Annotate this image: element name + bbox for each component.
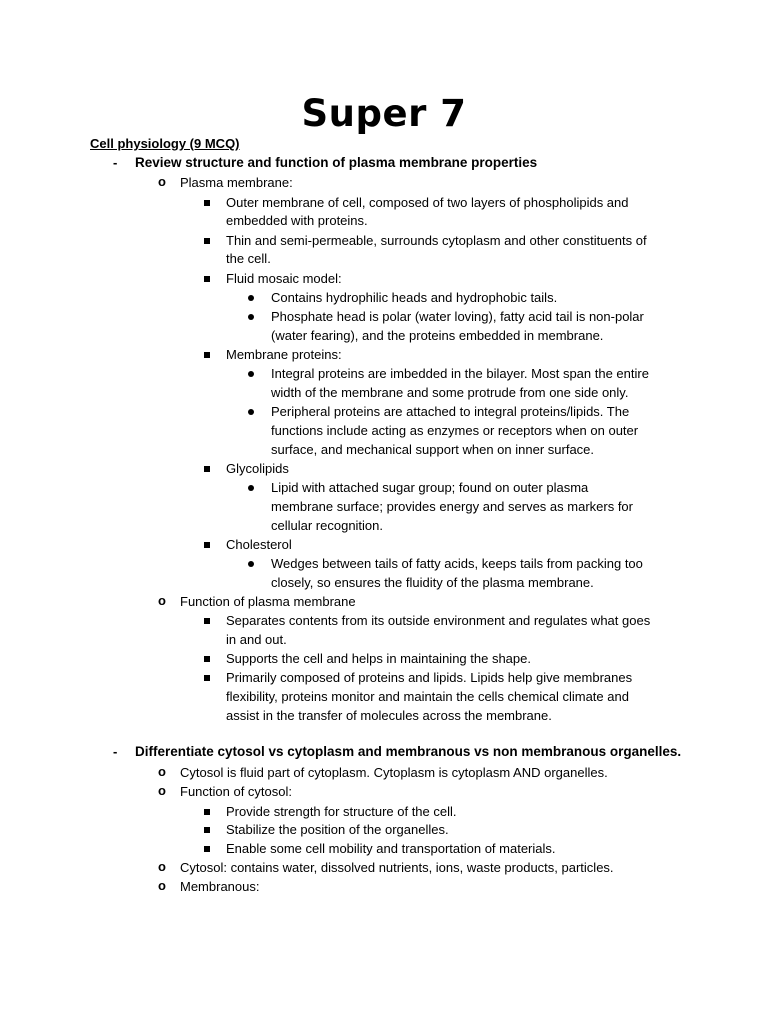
square-bullet-icon bbox=[204, 466, 210, 472]
list-item: Wedges between tails of fatty acids, keeps tails from packing too bbox=[271, 556, 643, 571]
list-item: Cytosol is fluid part of cytoplasm. Cytoplasm is cytoplasm AND organelles. bbox=[180, 765, 608, 780]
list-item: Separates contents from its outside environment and regulates what goes bbox=[226, 613, 651, 628]
list-item: Provide strength for structure of the cell. bbox=[226, 804, 457, 819]
topic-heading: Differentiate cytosol vs cytoplasm and membranous vs non membranous organelles. bbox=[135, 744, 682, 759]
square-bullet-icon bbox=[204, 618, 210, 624]
list-item: Plasma membrane: bbox=[180, 175, 293, 190]
square-bullet-icon bbox=[204, 846, 210, 852]
list-item: Contains hydrophilic heads and hydrophobic tails. bbox=[271, 290, 558, 305]
circle-bullet: o bbox=[158, 174, 166, 189]
list-item: Stabilize the position of the organelles. bbox=[226, 822, 449, 837]
circle-bullet: o bbox=[158, 783, 166, 798]
list-item: Supports the cell and helps in maintaining the shape. bbox=[226, 651, 531, 666]
list-item-continuation: embedded with proteins. bbox=[226, 213, 368, 228]
circle-bullet: o bbox=[158, 859, 166, 874]
list-item: Glycolipids bbox=[226, 461, 289, 476]
list-item: Enable some cell mobility and transportation of materials. bbox=[226, 841, 556, 856]
list-item: Fluid mosaic model: bbox=[226, 271, 342, 286]
list-item: Function of cytosol: bbox=[180, 784, 292, 799]
square-bullet-icon bbox=[204, 809, 210, 815]
square-bullet-icon bbox=[204, 352, 210, 358]
square-bullet-icon bbox=[204, 542, 210, 548]
list-item-continuation: cellular recognition. bbox=[271, 518, 384, 533]
round-bullet-icon bbox=[248, 485, 254, 491]
circle-bullet: o bbox=[158, 593, 166, 608]
square-bullet-icon bbox=[204, 675, 210, 681]
round-bullet-icon bbox=[248, 409, 254, 415]
square-bullet-icon bbox=[204, 276, 210, 282]
square-bullet-icon bbox=[204, 827, 210, 833]
list-item-continuation: (water fearing), and the proteins embedded in membrane. bbox=[271, 328, 604, 343]
list-item: Cytosol: contains water, dissolved nutrients, ions, waste products, particles. bbox=[180, 860, 614, 875]
list-item: Thin and semi-permeable, surrounds cytoplasm and other constituents of bbox=[226, 233, 647, 248]
topic-heading: Review structure and function of plasma membrane properties bbox=[135, 155, 538, 170]
round-bullet-icon bbox=[248, 295, 254, 301]
list-item-continuation: the cell. bbox=[226, 251, 271, 266]
round-bullet-icon bbox=[248, 561, 254, 567]
page-title: Super 7 bbox=[301, 92, 467, 135]
list-item-continuation: in and out. bbox=[226, 632, 287, 647]
square-bullet-icon bbox=[204, 200, 210, 206]
list-item: Function of plasma membrane bbox=[180, 594, 356, 609]
list-item-continuation: functions include acting as enzymes or receptors when on outer bbox=[271, 423, 639, 438]
list-item: Peripheral proteins are attached to integral proteins/lipids. The bbox=[271, 404, 630, 419]
square-bullet-icon bbox=[204, 238, 210, 244]
list-item: Outer membrane of cell, composed of two layers of phospholipids and bbox=[226, 195, 629, 210]
list-item: Lipid with attached sugar group; found on outer plasma bbox=[271, 480, 589, 495]
list-item-continuation: membrane surface; provides energy and serves as markers for bbox=[271, 499, 633, 514]
list-item: Phosphate head is polar (water loving), fatty acid tail is non-polar bbox=[271, 309, 644, 324]
list-item-continuation: assist in the transfer of molecules across the membrane. bbox=[226, 708, 552, 723]
round-bullet-icon bbox=[248, 314, 254, 320]
list-item-continuation: surface, and mechanical support when on inner surface. bbox=[271, 442, 595, 457]
list-item: Membrane proteins: bbox=[226, 347, 342, 362]
circle-bullet: o bbox=[158, 878, 166, 893]
list-item-continuation: closely, so ensures the fluidity of the plasma membrane. bbox=[271, 575, 594, 590]
list-item-continuation: width of the membrane and some protrude from one side only. bbox=[271, 385, 629, 400]
round-bullet-icon bbox=[248, 371, 254, 377]
list-item: Primarily composed of proteins and lipids. Lipids help give membranes bbox=[226, 670, 633, 685]
square-bullet-icon bbox=[204, 656, 210, 662]
list-item: Membranous: bbox=[180, 879, 260, 894]
circle-bullet: o bbox=[158, 764, 166, 779]
list-item: Cholesterol bbox=[226, 537, 292, 552]
dash-marker: - bbox=[113, 155, 118, 170]
list-item-continuation: flexibility, proteins monitor and maintain the cells chemical climate and bbox=[226, 689, 629, 704]
dash-marker: - bbox=[113, 744, 118, 759]
list-item: Integral proteins are imbedded in the bilayer. Most span the entire bbox=[271, 366, 649, 381]
section-heading: Cell physiology (9 MCQ) bbox=[90, 136, 240, 151]
